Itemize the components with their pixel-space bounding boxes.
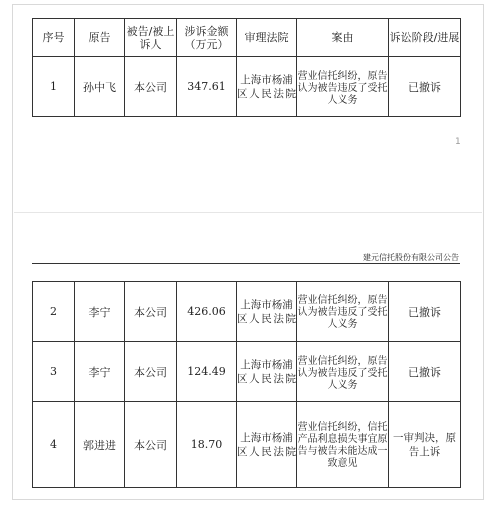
cell-amount: 347.61 xyxy=(177,57,237,117)
header-court: 审理法院 xyxy=(237,19,297,57)
header-row xyxy=(33,19,461,57)
header-plaintiff: 原告 xyxy=(75,19,125,57)
header-stage: 诉讼阶段/进展 xyxy=(389,19,461,57)
cell-court: 上海市杨浦区人民法院 xyxy=(237,402,297,488)
cell-defendant: 本公司 xyxy=(125,57,177,117)
cell-court: 上海市杨浦区人民法院 xyxy=(237,342,297,402)
cell-stage: 已撤诉 xyxy=(389,342,461,402)
header-amount: 涉诉金额（万元） xyxy=(177,19,237,57)
cell-defendant: 本公司 xyxy=(125,342,177,402)
cell-plaintiff: 郭进进 xyxy=(75,402,125,488)
cell-no: 4 xyxy=(33,402,75,488)
cell-amount: 426.06 xyxy=(177,282,237,342)
cell-amount: 18.70 xyxy=(177,402,237,488)
table-row xyxy=(33,402,461,488)
cell-plaintiff: 孙中飞 xyxy=(75,57,125,117)
cell-stage: 一审判决，原告上诉 xyxy=(389,402,461,488)
page-break-line xyxy=(14,212,482,213)
cell-defendant: 本公司 xyxy=(125,282,177,342)
cell-no: 3 xyxy=(33,342,75,402)
running-header: 建元信托股份有限公司公告 xyxy=(363,253,459,262)
table-row xyxy=(33,57,461,117)
cell-stage: 已撤诉 xyxy=(389,282,461,342)
page-mark: 1 xyxy=(455,137,461,147)
running-header-rule xyxy=(32,263,460,264)
table-row xyxy=(33,342,461,402)
header-no: 序号 xyxy=(33,19,75,57)
litigation-table-part1 xyxy=(32,18,461,117)
header-cause: 案由 xyxy=(297,19,389,57)
cell-cause: 营业信托纠纷，原告认为被告违反了受托人义务 xyxy=(297,57,389,117)
cell-court: 上海市杨浦区人民法院 xyxy=(237,57,297,117)
cell-plaintiff: 李宁 xyxy=(75,282,125,342)
cell-plaintiff: 李宁 xyxy=(75,342,125,402)
cell-no: 2 xyxy=(33,282,75,342)
litigation-table-part2 xyxy=(32,281,461,488)
cell-no: 1 xyxy=(33,57,75,117)
table-row xyxy=(33,282,461,342)
cell-defendant: 本公司 xyxy=(125,402,177,488)
header-defendant: 被告/被上诉人 xyxy=(125,19,177,57)
cell-cause: 营业信托纠纷，信托产品利息损失事宜原告与被告未能达成一致意见 xyxy=(297,402,389,488)
cell-amount: 124.49 xyxy=(177,342,237,402)
cell-cause: 营业信托纠纷，原告认为被告违反了受托人义务 xyxy=(297,342,389,402)
cell-stage: 已撤诉 xyxy=(389,57,461,117)
cell-court: 上海市杨浦区人民法院 xyxy=(237,282,297,342)
cell-cause: 营业信托纠纷，原告认为被告违反了受托人义务 xyxy=(297,282,389,342)
